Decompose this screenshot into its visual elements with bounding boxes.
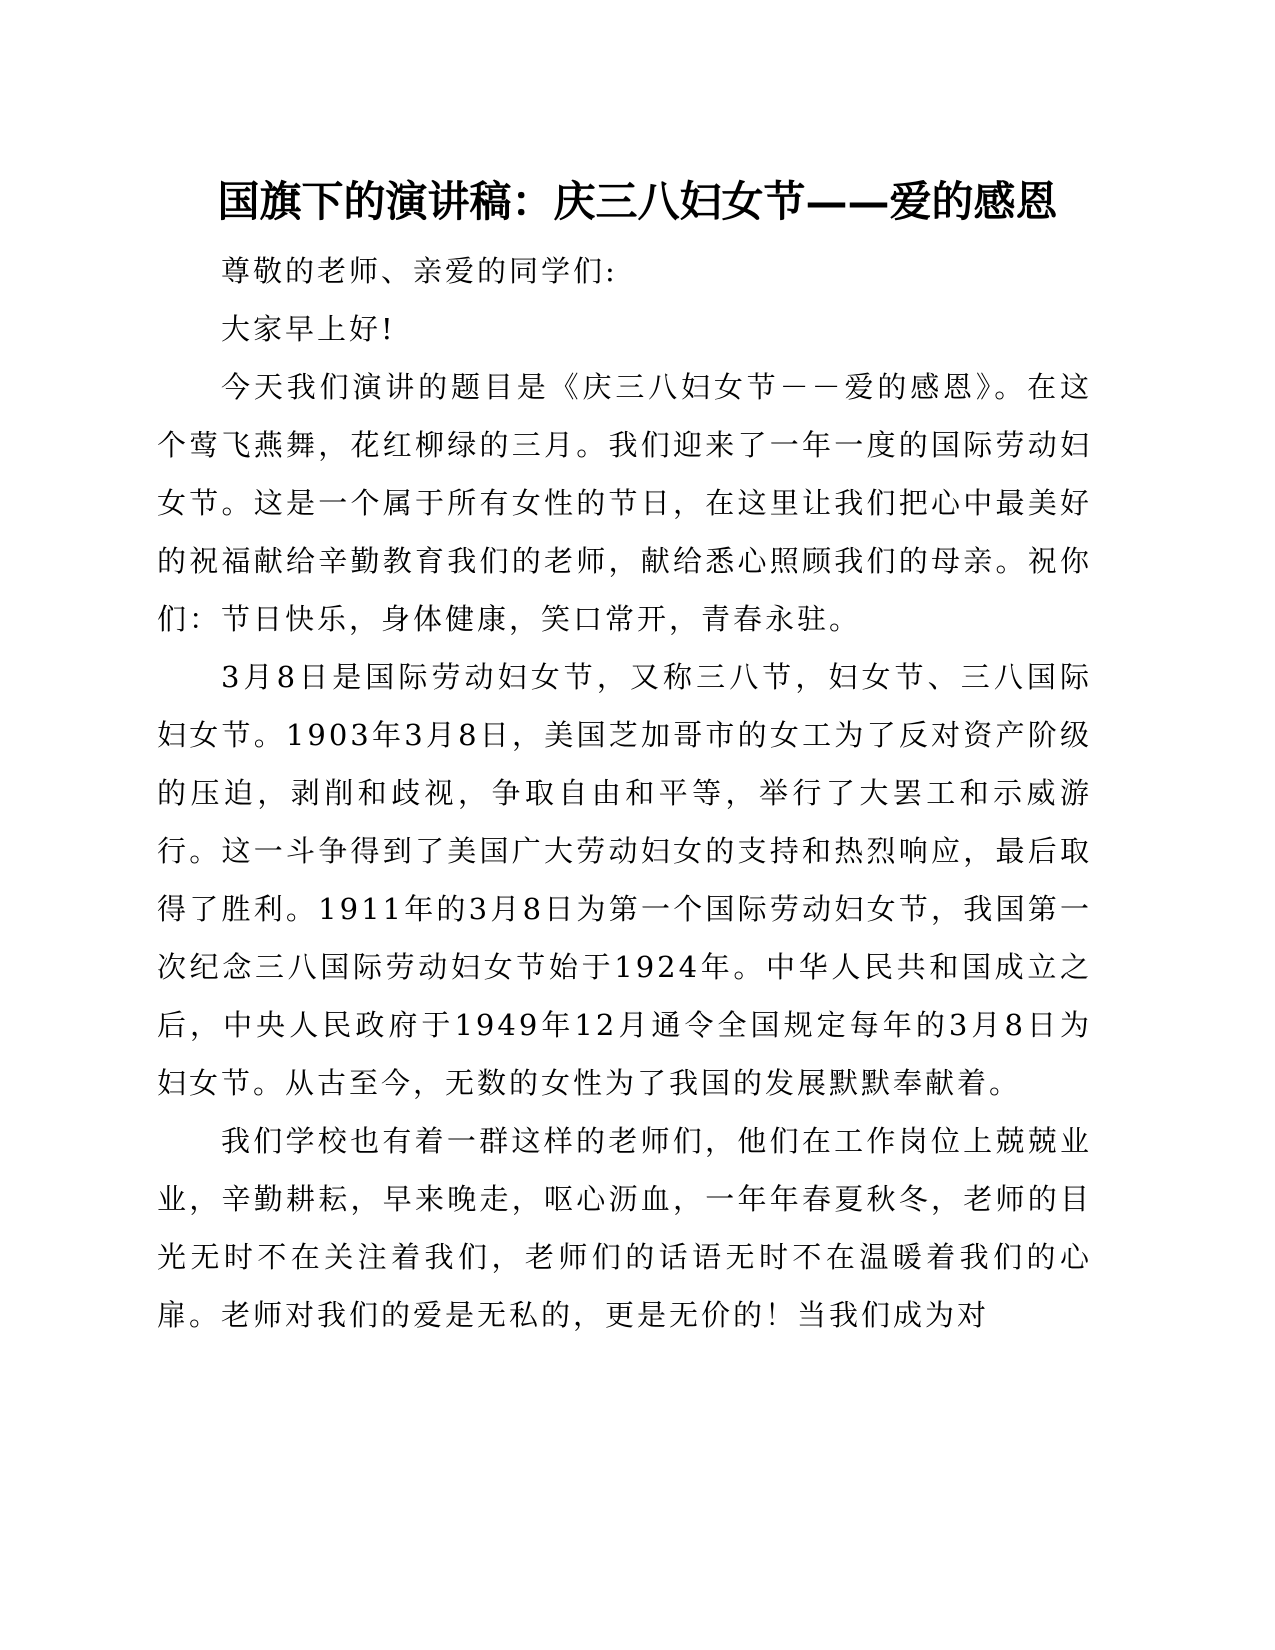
document-body — [157, 242, 1092, 1344]
topic-paragraph: 今天我们演讲的题目是《庆三八妇女节－－爱的感恩》。在这个莺飞燕舞，花红柳绿的三月。我们迎来了一年一度的国际劳动妇女节。这是一个属于所有女性的节日，在这里让我们把心中最美好的祝福献给辛勤教育我们的老师，献给悉心照顾我们的母亲。祝你们：节日快乐，身体健康，笑口常开，青春永驻。 — [157, 370, 1092, 636]
teachers-paragraph: 我们学校也有着一群这样的老师们，他们在工作岗位上兢兢业业，辛勤耕耘，早来晚走，呕心沥血，一年年春夏秋冬，老师的目光无时不在关注着我们，老师们的话语无时不在温暖着我们的心扉。老师对我们的爱是无私的，更是无价的！当我们成为对 — [157, 1124, 1092, 1332]
salutation-paragraph: 尊敬的老师、亲爱的同学们: — [221, 254, 618, 288]
greeting-paragraph: 大家早上好! — [221, 312, 396, 346]
history-paragraph: 3月8日是国际劳动妇女节，又称三八节，妇女节、三八国际妇女节。1903年3月8日，美国芝加哥市的女工为了反对资产阶级的压迫，剥削和歧视，争取自由和平等，举行了大罢工和示威游行。这一斗争得到了美国广大劳动妇女的支持和热烈响应，最后取得了胜利。1911年的3月8日为第一个国际劳动妇女节，我国第一次纪念三八国际劳动妇女节始于1924年。中华人民共和国成立之后，中央人民政府于1949年12月通令全国规定每年的3月8日为妇女节。从古至今，无数的女性为了我国的发展默默奉献着。 — [157, 660, 1092, 1100]
document-title: 国旗下的演讲稿：庆三八妇女节——爱的感恩 — [217, 177, 1058, 226]
